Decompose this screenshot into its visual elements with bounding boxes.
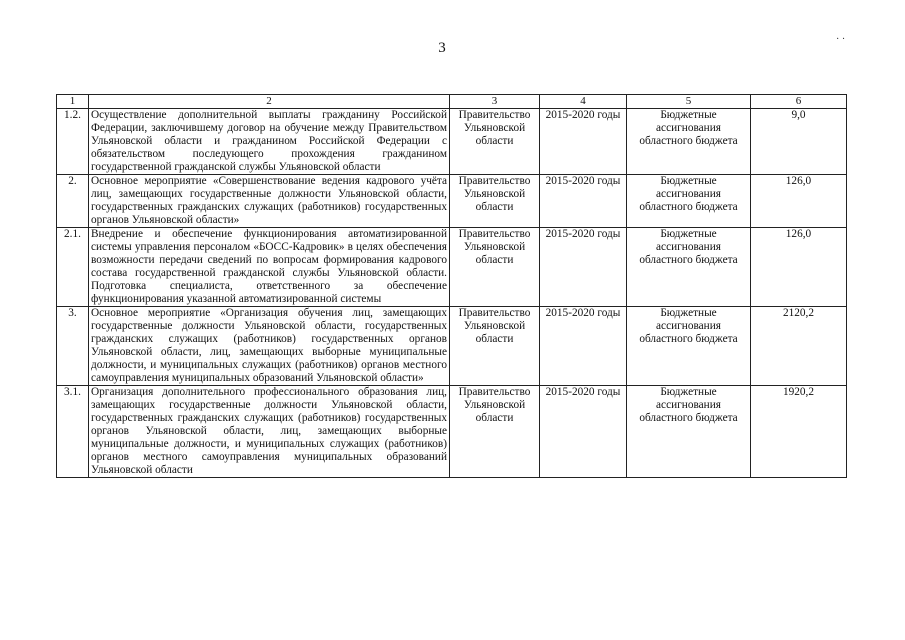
executor: Правительство Ульяновской области	[450, 386, 540, 478]
period: 2015-2020 годы	[540, 109, 627, 175]
measure-name: Основное мероприятие «Организация обучения лиц, замещающих государственные должности Ульяновской области, государственных гражданских служащих (работников) государственных органов Ульяновской области, лиц, замещающих выборные муниципальные должности, и муниципальных служащих (работников) органов местного самоуправления муниципальных образований Ульяновской области»	[89, 307, 450, 386]
period: 2015-2020 годы	[540, 175, 627, 228]
period: 2015-2020 годы	[540, 307, 627, 386]
measure-name: Основное мероприятие «Совершенствование ведения кадрового учёта лиц, замещающих государственные должности Ульяновской области, государственных гражданских служащих (работников) государственных органов Ульяновской области»	[89, 175, 450, 228]
executor: Правительство Ульяновской области	[450, 175, 540, 228]
table-row	[57, 228, 847, 307]
amount: 9,0	[751, 109, 847, 175]
column-header-2: 2	[89, 95, 450, 109]
row-number: 2.	[57, 175, 89, 228]
column-header-5: 5	[627, 95, 751, 109]
executor: Правительство Ульяновской области	[450, 109, 540, 175]
funding-source: Бюджетные ассигнования областного бюджета	[627, 228, 751, 307]
amount: 2120,2	[751, 307, 847, 386]
measures-table	[56, 94, 847, 478]
row-number: 2.1.	[57, 228, 89, 307]
measure-name: Осуществление дополнительной выплаты гражданину Российской Федерации, заключившему договор на обучение между Правительством Ульяновской области и гражданином Российской Федерации с обязательством последующего прохождения гражданином государственной гражданской службы Ульяновской области	[89, 109, 450, 175]
table-header	[57, 95, 847, 109]
table-row	[57, 175, 847, 228]
executor: Правительство Ульяновской области	[450, 228, 540, 307]
header-row	[57, 95, 847, 109]
row-number: 3.	[57, 307, 89, 386]
funding-source: Бюджетные ассигнования областного бюджета	[627, 175, 751, 228]
column-header-1: 1	[57, 95, 89, 109]
measure-name: Внедрение и обеспечение функционирования автоматизированной системы управления персоналом «БОСС-Кадровик» в целях обеспечения возможности передачи сведений по вопросам формирования кадрового состава государственной гражданской службы Ульяновской области. Подготовка специалиста, ответственного за обеспечение функционирования указанной автоматизированной системы	[89, 228, 450, 307]
table-row	[57, 386, 847, 478]
row-number: 1.2.	[57, 109, 89, 175]
period: 2015-2020 годы	[540, 228, 627, 307]
row-number: 3.1.	[57, 386, 89, 478]
table-row	[57, 307, 847, 386]
amount: 1920,2	[751, 386, 847, 478]
funding-source: Бюджетные ассигнования областного бюджета	[627, 386, 751, 478]
column-header-6: 6	[751, 95, 847, 109]
amount: 126,0	[751, 175, 847, 228]
funding-source: Бюджетные ассигнования областного бюджета	[627, 307, 751, 386]
table-body	[57, 109, 847, 478]
measure-name: Организация дополнительного профессионального образования лиц, замещающих государственные должности Ульяновской области, государственных гражданских служащих (работников) государственных органов Ульяновской области, лиц, замещающих выборные муниципальные должности, и муниципальных служащих (работников) органов местного самоуправления муниципальных образований Ульяновской области	[89, 386, 450, 478]
funding-source: Бюджетные ассигнования областного бюджета	[627, 109, 751, 175]
corner-mark: · ·	[836, 34, 846, 45]
amount: 126,0	[751, 228, 847, 307]
executor: Правительство Ульяновской области	[450, 307, 540, 386]
page-number: 3	[438, 40, 446, 56]
column-header-3: 3	[450, 95, 540, 109]
period: 2015-2020 годы	[540, 386, 627, 478]
column-header-4: 4	[540, 95, 627, 109]
table-row	[57, 109, 847, 175]
